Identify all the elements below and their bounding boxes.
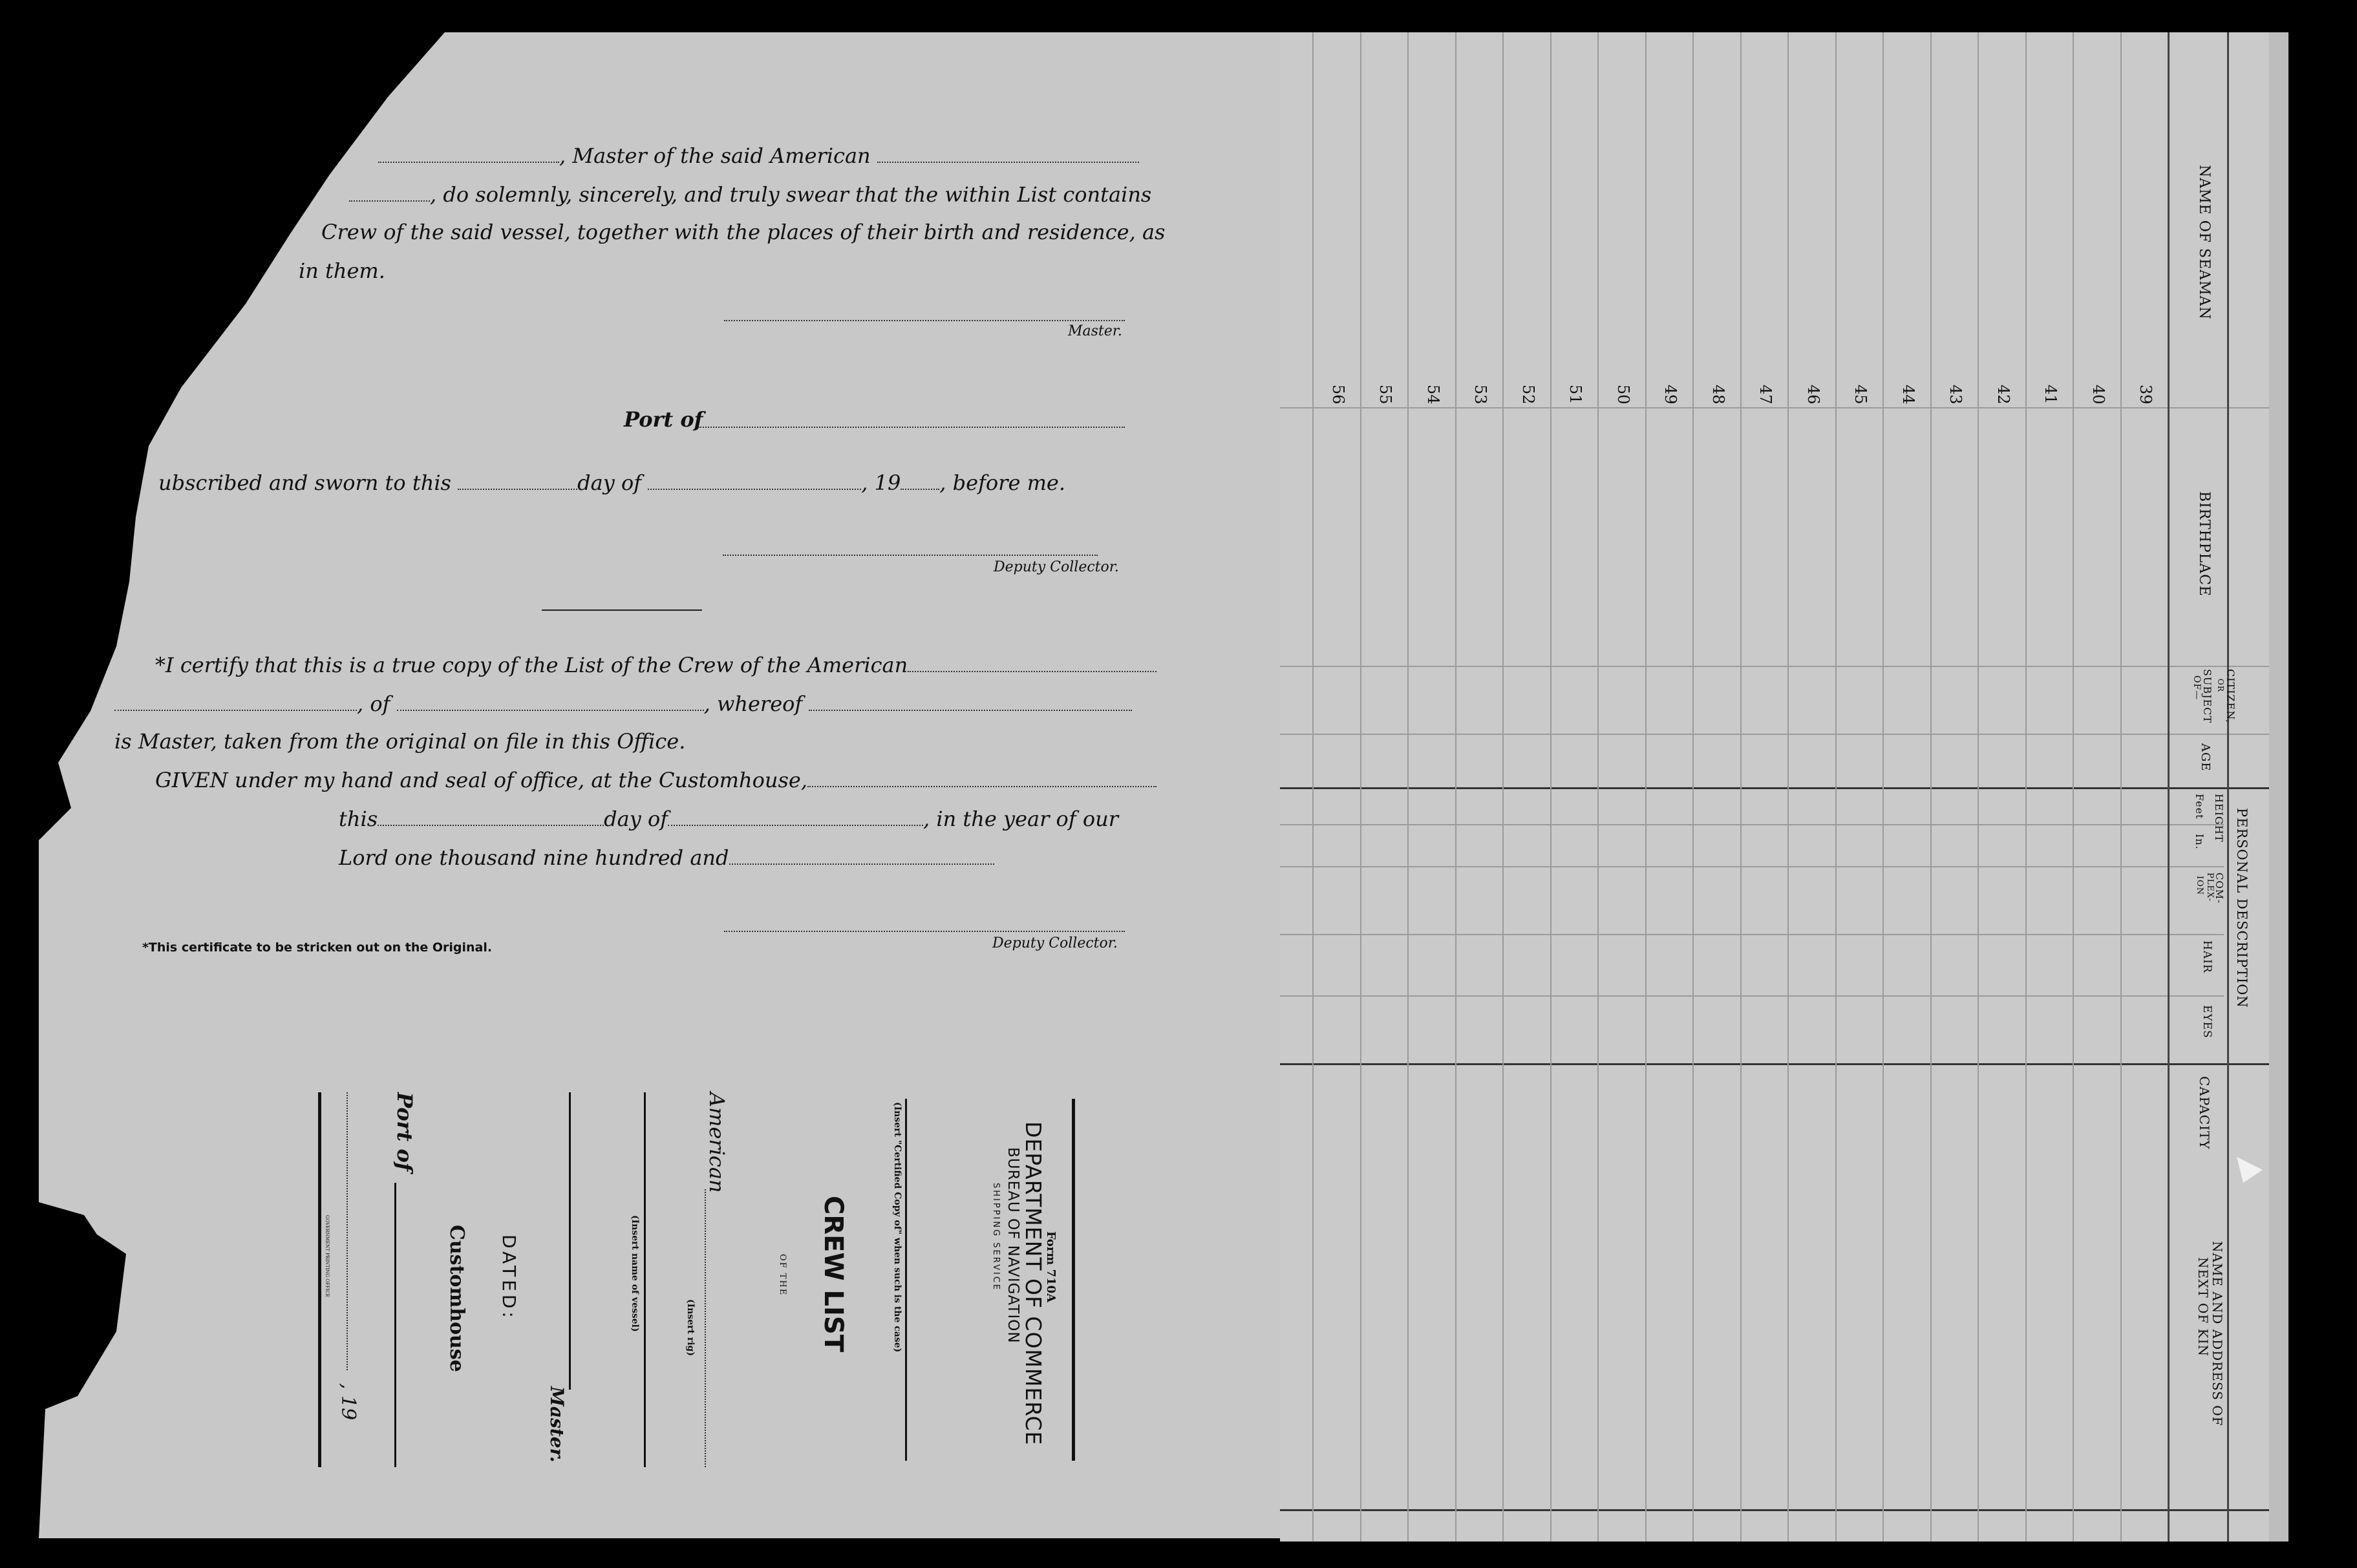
header-complexion: COM-	[2213, 873, 2225, 904]
right-margin-strip	[2269, 32, 2288, 1542]
header-capacity: CAPACITY	[2197, 1076, 2212, 1150]
header-separator	[2168, 32, 2170, 1542]
certificate-text-5a: this	[339, 807, 378, 831]
row-number: 56	[1328, 385, 1347, 405]
oath-text-1: , Master of the said American	[559, 143, 871, 168]
insert-certified: (Insert "Certified Copy of" when such is the case)	[892, 1102, 902, 1353]
certificate-line-2	[114, 692, 1132, 716]
port-of-back: Port of	[392, 1092, 417, 1172]
rig-line[interactable]	[705, 1189, 706, 1467]
row-divider	[1692, 32, 1694, 1542]
row-number: 48	[1709, 385, 1727, 405]
certificate-line-4	[155, 768, 1157, 792]
header-in: In.	[2193, 834, 2206, 850]
row-number: 44	[1899, 385, 1917, 405]
header-next-of-kin-2: NEXT OF KIN	[2195, 1257, 2211, 1357]
date-line[interactable]	[347, 1092, 348, 1370]
row-divider	[1312, 32, 1314, 1542]
crew-list-title: CREW LIST	[818, 1196, 848, 1352]
oath-line-3: Crew of the said vessel, together with the places of their birth and residence, as	[321, 220, 1166, 244]
header-eyes: EYES	[2201, 1005, 2213, 1039]
row-divider	[1407, 32, 1409, 1542]
table-rule-in	[1280, 866, 2224, 867]
row-divider	[1787, 32, 1789, 1542]
certificate-text-1: *I certify that this is a true copy of the List of the Crew of the American	[155, 653, 908, 677]
row-number: 51	[1566, 385, 1584, 405]
insert-rig: (Insert rig)	[685, 1299, 696, 1356]
master-line[interactable]	[569, 1092, 571, 1390]
certificate-line-3: is Master, taken from the original on file in this Office.	[114, 729, 686, 754]
row-divider	[1455, 32, 1456, 1542]
row-divider	[1597, 32, 1599, 1542]
row-number: 43	[1946, 385, 1965, 405]
certificate-text-6: Lord one thousand nine hundred and	[339, 845, 729, 870]
row-number: 55	[1376, 385, 1394, 405]
row-number: 46	[1804, 385, 1822, 405]
crew-table	[1280, 32, 2269, 1542]
vessel-name-line[interactable]	[644, 1092, 646, 1467]
form-number: Form 710A	[1044, 1231, 1058, 1303]
row-number: 54	[1424, 385, 1442, 405]
oath-line-1	[378, 143, 1139, 168]
row-number: 52	[1519, 385, 1537, 405]
row-divider	[2025, 32, 2027, 1542]
header-or: OR	[2216, 679, 2225, 692]
header-birthplace: BIRTHPLACE	[2196, 491, 2212, 597]
header-name-of-seaman: NAME OF SEAMAN	[2196, 165, 2212, 320]
port-of-field[interactable]	[698, 427, 1125, 428]
shipping-service: SHIPPING SERVICE	[991, 1183, 1001, 1292]
certificate-line-6	[339, 845, 994, 870]
customhouse-label: Customhouse	[445, 1225, 468, 1372]
back-rule-2	[905, 1099, 907, 1461]
certificate-text-5b: day of	[604, 807, 668, 831]
certificate-footnote: *This certificate to be stricken out on the Original.	[142, 940, 493, 955]
separator-rule	[542, 609, 702, 611]
row-divider	[2120, 32, 2122, 1542]
bureau-of-navigation: BUREAU OF NAVIGATION	[1005, 1147, 1021, 1344]
table-rule-complexion	[1280, 934, 2224, 935]
deputy-collector-label-2: Deputy Collector.	[992, 935, 1118, 951]
subscribed-text-b: day of	[577, 471, 642, 495]
back-rule-1	[1072, 1099, 1075, 1461]
header-age: AGE	[2199, 743, 2212, 772]
row-divider	[1360, 32, 1361, 1542]
oath-text-2: , do solemnly, sincerely, and truly swear that the within List contains	[430, 182, 1152, 207]
row-number: 50	[1614, 385, 1632, 405]
row-divider	[1882, 32, 1884, 1542]
insert-vessel-name: (Insert name of vessel)	[630, 1215, 640, 1332]
deputy-collector-label-1: Deputy Collector.	[994, 559, 1119, 575]
deputy-signature-line-2[interactable]	[724, 931, 1125, 932]
subscribed-text-a: ubscribed and sworn to this	[158, 471, 451, 495]
year-label: , 19	[337, 1383, 359, 1421]
american-label: American	[705, 1092, 729, 1193]
row-number: 42	[1994, 385, 2012, 405]
row-number: 45	[1851, 385, 1870, 405]
oath-line-2	[349, 182, 1151, 207]
certificate-text-4: GIVEN under my hand and seal of office, at the Customhouse,	[155, 768, 808, 792]
row-divider	[1645, 32, 1647, 1542]
header-personal-description: PERSONAL DESCRIPTION	[2234, 808, 2250, 1008]
master-label: Master.	[1068, 323, 1122, 339]
header-hair: HAIR	[2201, 940, 2213, 973]
header-outer-line	[2227, 32, 2229, 1542]
certificate-text-2b: , whereof	[703, 692, 803, 716]
row-number: 53	[1471, 385, 1489, 405]
department-of-commerce: DEPARTMENT OF COMMERCE	[1021, 1121, 1046, 1446]
printing-office: GOVERNMENT PRINTING OFFICE	[325, 1215, 330, 1297]
row-divider	[1740, 32, 1742, 1542]
row-divider	[1835, 32, 1837, 1542]
oath-line-4: in them.	[299, 259, 385, 283]
row-divider	[1978, 32, 1979, 1542]
master-back-label: Master.	[546, 1386, 568, 1463]
header-feet: Feet	[2193, 794, 2206, 820]
header-next-of-kin-1: NAME AND ADDRESS OF	[2210, 1241, 2225, 1426]
row-number: 39	[2137, 385, 2155, 405]
certificate-text-2a: , of	[357, 692, 390, 716]
certificate-text-5c: , in the year of our	[923, 807, 1118, 831]
master-signature-line[interactable]	[724, 320, 1125, 321]
row-number: 41	[2042, 385, 2060, 405]
deputy-signature-line-1[interactable]	[723, 555, 1098, 556]
row-divider	[1930, 32, 1932, 1542]
row-divider	[1550, 32, 1552, 1542]
port-line[interactable]	[394, 1183, 396, 1467]
port-of-label: Port of	[624, 407, 703, 432]
table-rule-feet	[1280, 824, 2224, 825]
header-height: HEIGHT	[2213, 794, 2225, 843]
row-divider	[1502, 32, 1504, 1542]
header-subject: SUBJECT	[2201, 669, 2213, 724]
subscribed-line	[158, 471, 1065, 495]
row-number: 40	[2089, 385, 2107, 405]
header-complexion-3: ION	[2195, 876, 2204, 896]
header-citizen: CITIZEN,	[2224, 669, 2237, 724]
table-rule-hair	[1280, 995, 2224, 997]
header-complexion-2: PLEX-	[2205, 873, 2215, 902]
of-the-label: OF THE	[778, 1254, 787, 1297]
row-number: 47	[1756, 385, 1775, 405]
dated-label: DATED:	[498, 1234, 520, 1321]
row-number: 49	[1661, 385, 1680, 405]
header-of: OF—	[2192, 675, 2202, 701]
back-outer-rule	[318, 1092, 321, 1467]
subscribed-text-d: , before me.	[939, 471, 1066, 495]
subscribed-text-c: , 19	[861, 471, 901, 495]
certificate-line-1	[155, 653, 1157, 677]
row-divider	[2073, 32, 2074, 1542]
certificate-line-5	[339, 807, 1118, 831]
